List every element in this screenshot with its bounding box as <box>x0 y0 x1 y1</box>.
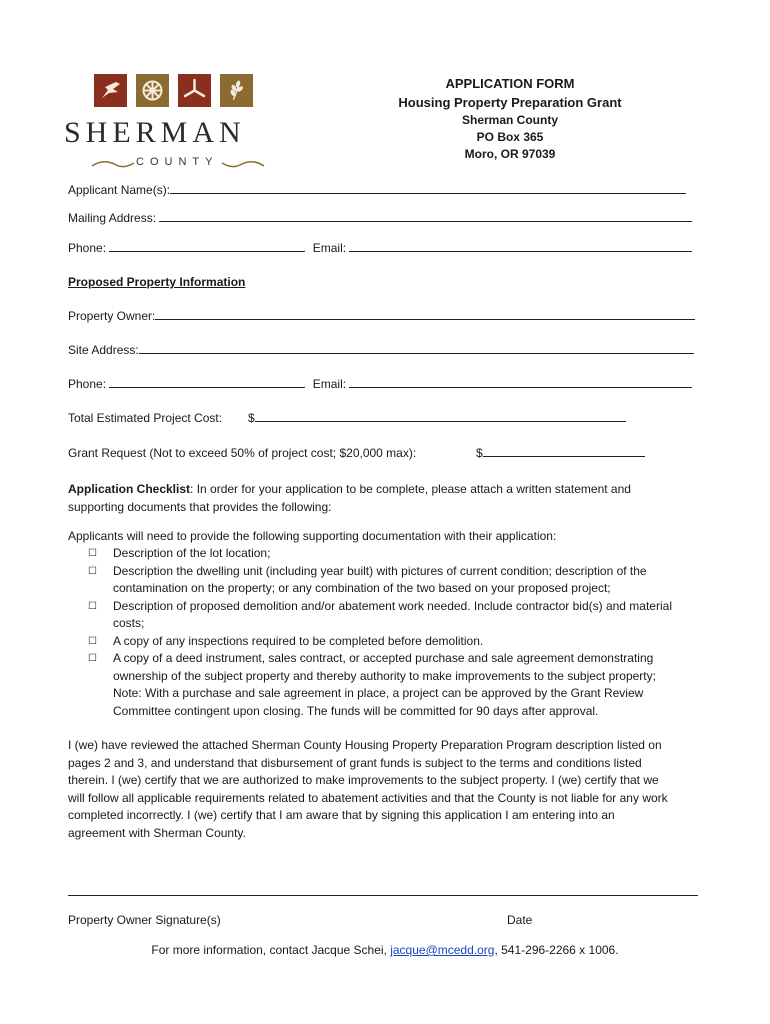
certification-line: pages 2 and 3, and understand that disbursement of grant funds is subject to the terms and conditions listed <box>68 755 642 770</box>
po-box: PO Box 365 <box>476 130 544 144</box>
checkbox-icon[interactable]: ☐ <box>88 600 97 612</box>
property-owner-label: Property Owner: <box>68 309 156 323</box>
applicant-contact-row <box>68 241 692 255</box>
grant-request-label: Grant Request (Not to exceed 50% of project cost; $20,000 max): <box>68 446 417 460</box>
sherman-county-logo <box>62 72 294 172</box>
logo-subtitle: COUNTY <box>136 156 219 168</box>
checklist-title: Application Checklist <box>68 482 191 496</box>
mailing-address-label: Mailing Address: <box>68 211 157 225</box>
applicant-phone-label: Phone: <box>68 241 107 255</box>
checklist-item-text: Note: With a purchase and sale agreement in place, a project can be approved by the Grant Review <box>113 686 644 700</box>
wheat-tile <box>220 74 253 107</box>
certification-line: therein. I (we) certify that we are authorized to make improvements to the subject property. I (we) certify that we <box>68 773 659 787</box>
checklist-intro-line-2: supporting documents that provides the following: <box>68 499 332 514</box>
project-cost-field[interactable] <box>255 411 626 422</box>
checklist-item-text: contamination on the property; or any combination of the two based on your proposed project; <box>113 581 611 595</box>
property-owner-row <box>68 309 695 323</box>
checklist-item <box>88 563 708 598</box>
signature-label: Property Owner Signature(s) <box>68 913 221 927</box>
form-title: APPLICATION FORM <box>445 76 575 91</box>
project-cost-label: Total Estimated Project Cost: <box>68 411 223 425</box>
checklist-item-text: Committee contingent upon closing. The funds will be committed for 90 days after approval. <box>113 703 599 718</box>
applicant-name-label: Applicant Name(s): <box>68 183 171 197</box>
form-subtitle: Housing Property Preparation Grant <box>398 95 622 110</box>
checklist-lead: Applicants will need to provide the following supporting documentation with their application: <box>68 529 557 543</box>
property-phone-field[interactable] <box>109 377 305 388</box>
checklist-item-text: A copy of a deed instrument, sales contract, or accepted purchase and sale agreement demonstrating <box>113 651 654 665</box>
certification-line: agreement with Sherman County. <box>68 825 246 840</box>
checkbox-icon[interactable]: ☐ <box>88 653 97 664</box>
dollar-sign: $ <box>476 446 483 460</box>
checklist-item-text: ownership of the subject property and thereby authority to make improvements to the subject property; <box>113 668 656 683</box>
checklist-item-text: Description of the lot location; <box>113 546 271 560</box>
checklist-item <box>88 650 708 720</box>
applicant-email-field[interactable] <box>349 241 692 252</box>
certification-line: I (we) have reviewed the attached Sherman County Housing Property Preparation Program description listed on <box>68 738 662 752</box>
dollar-sign: $ <box>248 411 255 425</box>
wheel-tile <box>136 74 169 107</box>
applicant-name-row <box>68 183 686 197</box>
city-state-zip: Moro, OR 97039 <box>464 147 556 161</box>
eagle-tile <box>94 74 127 107</box>
footer-text: For more information, contact Jacque Schei, <box>151 943 391 957</box>
checklist-item <box>88 633 708 651</box>
logo-wordmark: SHERMAN <box>64 116 246 149</box>
applicant-email-label: Email: <box>312 241 347 255</box>
certification-line: will follow all applicable requirements related to abatement activities and that the County is not liable for any work <box>68 790 668 805</box>
county-name: Sherman County <box>461 113 558 127</box>
project-cost-field-wrap <box>248 411 626 425</box>
site-address-row <box>68 343 694 357</box>
checkbox-icon[interactable]: ☐ <box>88 635 97 647</box>
wagon-wheel-icon <box>144 82 162 100</box>
property-phone-label: Phone: <box>68 377 107 391</box>
checklist-items <box>88 545 708 720</box>
date-label: Date <box>507 913 533 927</box>
checkbox-icon[interactable]: ☐ <box>88 565 97 577</box>
property-section-heading: Proposed Property Information <box>68 275 246 289</box>
left-swash-icon <box>90 160 136 170</box>
grant-request-row <box>68 446 483 460</box>
footer-contact <box>0 943 770 957</box>
checklist-item-text: Description the dwelling unit (including year built) with pictures of current condition; description of the <box>113 563 647 578</box>
applicant-phone-field[interactable] <box>109 241 305 252</box>
grant-request-field[interactable] <box>483 446 645 457</box>
checklist-item <box>88 545 708 563</box>
grant-request-field-wrap <box>476 446 645 460</box>
checklist-intro-line-1: : In order for your application to be complete, please attach a written statement and <box>190 482 631 496</box>
checklist-item-text: Description of proposed demolition and/or abatement work needed. Include contractor bid(s) and material <box>113 598 672 613</box>
checklist-item-text: costs; <box>113 616 145 630</box>
property-email-label: Email: <box>312 377 347 391</box>
right-swash-icon <box>220 160 266 170</box>
checklist-item <box>88 598 708 633</box>
site-address-field[interactable] <box>139 343 694 354</box>
mailing-address-row <box>68 211 692 225</box>
checklist-intro <box>68 481 704 516</box>
footer-phone: , 541-296-2266 x 1006. <box>494 943 619 957</box>
turbine-tile <box>178 74 211 107</box>
property-owner-field[interactable] <box>155 309 695 320</box>
checkbox-icon[interactable]: ☐ <box>88 548 97 559</box>
mailing-address-field[interactable] <box>159 211 692 222</box>
certification-statement <box>68 737 704 842</box>
project-cost-row <box>68 411 255 425</box>
property-contact-row <box>68 377 692 391</box>
signature-line[interactable] <box>68 895 698 896</box>
checklist-item-text: A copy of any inspections required to be completed before demolition. <box>113 633 484 648</box>
certification-line: completed incorrectly. I (we) certify that I am aware that by signing this application I am entering into an <box>68 808 615 822</box>
applicant-name-field[interactable] <box>170 183 686 194</box>
property-email-field[interactable] <box>349 377 692 388</box>
site-address-label: Site Address: <box>68 343 139 357</box>
contact-email-link[interactable]: jacque@mcedd.org <box>390 943 495 957</box>
